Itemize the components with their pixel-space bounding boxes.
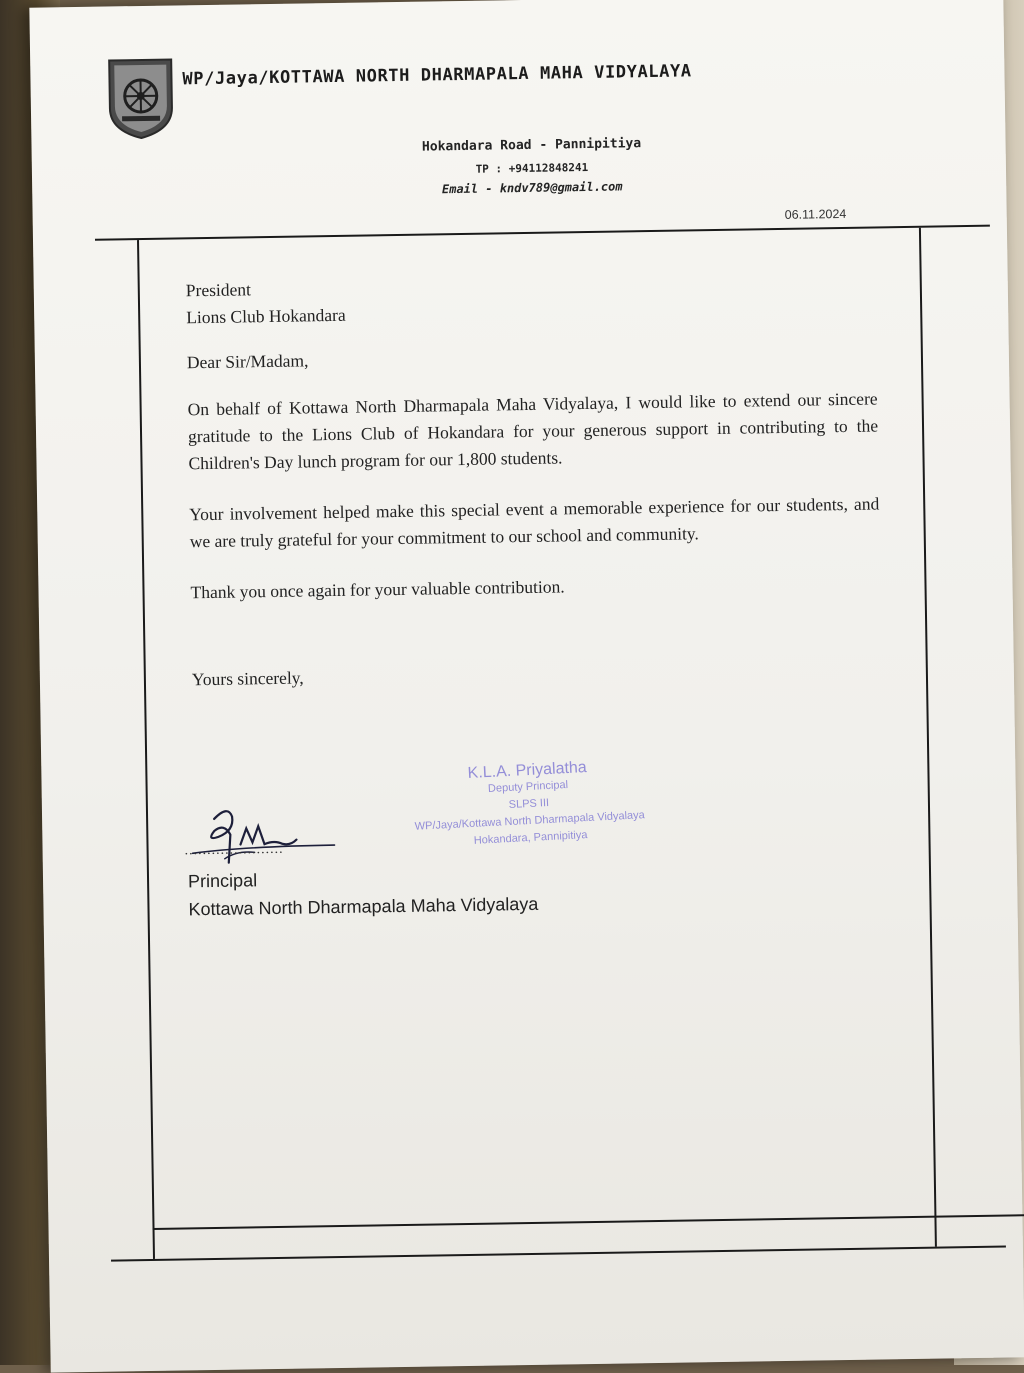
school-email: Email - kndv789@gmail.com xyxy=(441,179,623,197)
letter-body xyxy=(186,266,882,693)
signature-line: ...................... xyxy=(184,841,284,859)
school-name-header: WP/Jaya/KOTTAWA NORTH DHARMAPALA MAHA VIDYALAYA xyxy=(182,61,692,90)
official-stamp xyxy=(402,756,656,854)
signatory-block xyxy=(188,862,539,923)
body-paragraph-2: Your involvement helped make this special event a memorable experience for our students, and we are truly grateful for your commitment to our school and community. xyxy=(189,493,880,552)
signatory-school: Kottawa North Dharmapala Maha Vidyalaya xyxy=(188,893,539,920)
inner-bottom-rule xyxy=(153,1214,1024,1230)
closing: Yours sincerely, xyxy=(191,667,304,690)
header-rule xyxy=(95,225,990,241)
body-paragraph-1: On behalf of Kottawa North Dharmapala Maha Vidyalaya, I would like to extend our sincere gratitude to the Lions Club of Hokandara for your generous support in contributing to the Children's Day lunch program for our 1,800 students. xyxy=(187,388,879,474)
stamp-role: Deputy Principal xyxy=(487,778,569,796)
letter-paper xyxy=(29,0,1024,1373)
stamp-name: K.L.A. Priyalatha xyxy=(467,759,588,783)
footer-rule xyxy=(111,1246,1006,1262)
handwritten-signature xyxy=(184,799,365,872)
stamp-school: WP/Jaya/Kottawa North Dharmapala Vidyalaya xyxy=(414,809,646,833)
school-phone: TP : +94112848241 xyxy=(475,160,589,176)
stamp-place: Hokandara, Pannipitiya xyxy=(473,829,588,847)
border-left xyxy=(137,240,155,1259)
recipient-title: President xyxy=(185,279,252,301)
stamp-grade: SLPS III xyxy=(508,796,550,811)
school-address: Hokandara Road - Pannipitiya xyxy=(421,136,642,155)
body-paragraph-3: Thank you once again for your valuable contribution. xyxy=(190,576,565,603)
signatory-title: Principal xyxy=(187,870,258,892)
letter-date: 06.11.2024 xyxy=(784,206,847,222)
border-right xyxy=(919,228,937,1247)
recipient-organization: Lions Club Hokandara xyxy=(186,304,346,328)
salutation: Dear Sir/Madam, xyxy=(186,350,309,373)
school-crest-icon xyxy=(105,55,176,140)
